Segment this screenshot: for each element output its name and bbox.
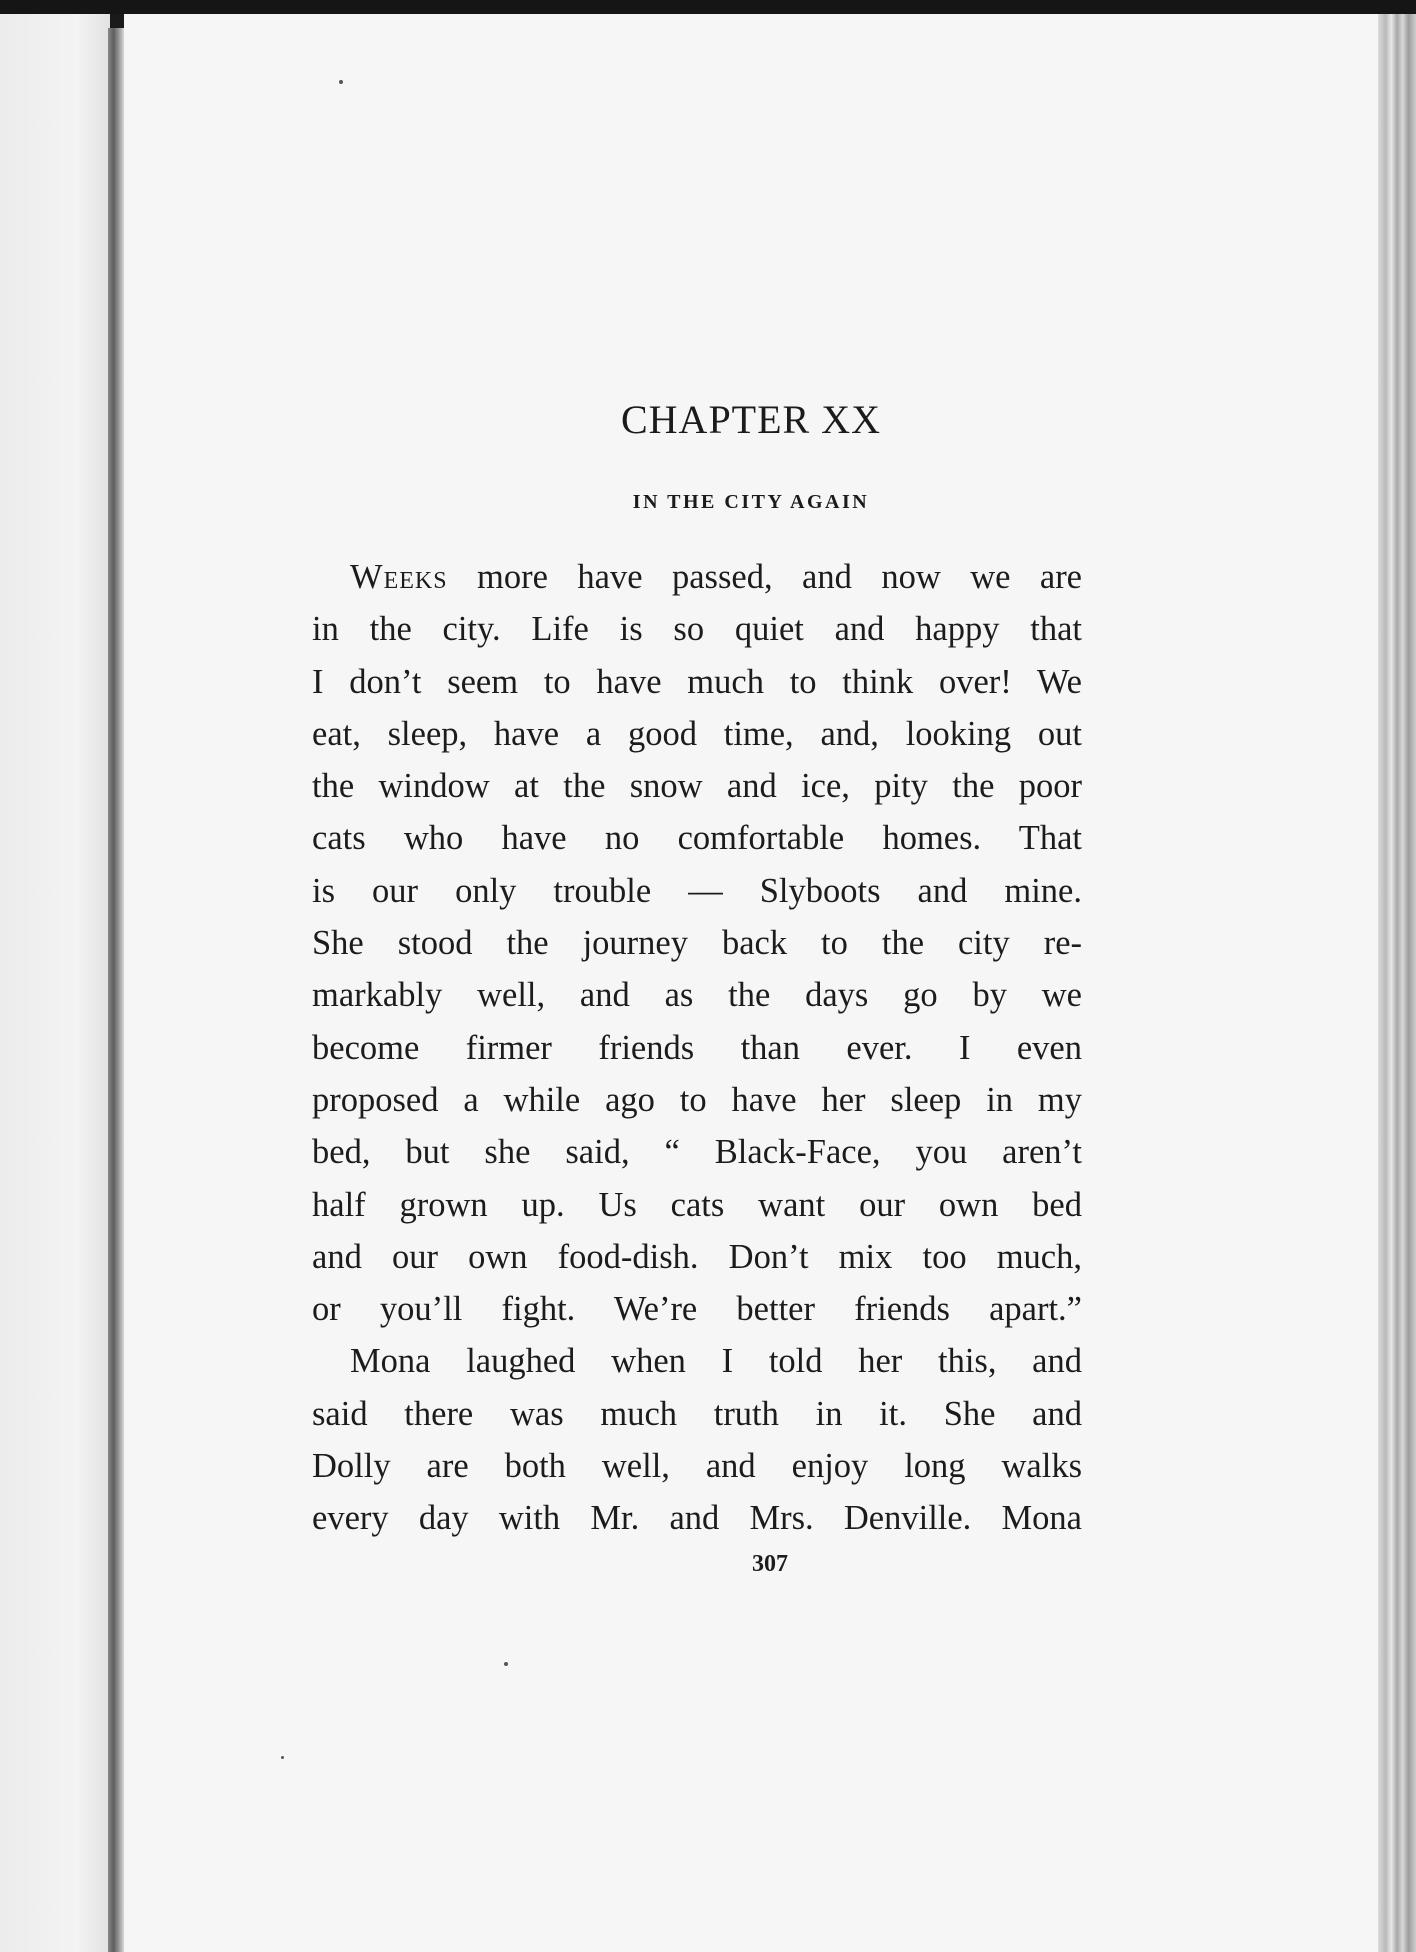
text-line: become firmer friends than ever. I even [312, 1028, 1082, 1067]
text-line: half grown up. Us cats want our own bed [312, 1185, 1082, 1224]
page-number: 307 [752, 1551, 788, 1577]
text-line: or you’ll fight. We’re better friends apart.” [312, 1290, 1082, 1329]
scan-top-edge [0, 0, 1416, 14]
text-line-rest: more have passed, and now we are [447, 558, 1082, 596]
text-line: in the city. Life is so quiet and happy that [312, 610, 1082, 649]
chapter-body [312, 551, 1082, 1545]
text-line: I don’t seem to have much to think over! We [312, 662, 1082, 701]
drop-word: Weeks [350, 558, 448, 596]
book-gutter [108, 28, 124, 1952]
text-line: markably well, and as the days go by we [312, 976, 1082, 1015]
text-line: is our only trouble — Slyboots and mine. [312, 871, 1082, 910]
chapter-title: CHAPTER XX [620, 397, 882, 442]
text-line: bed, but she said, “ Black-Face, you aren’t [312, 1133, 1082, 1172]
paper-speck [281, 1756, 284, 1759]
text-line: every day with Mr. and Mrs. Denville. Mona [312, 1499, 1082, 1538]
text-line: eat, sleep, have a good time, and, looking out [312, 714, 1082, 753]
page-stack-edge [1378, 14, 1416, 1952]
text-line: She stood the journey back to the city re- [312, 924, 1082, 963]
text-line: the window at the snow and ice, pity the poor [312, 767, 1082, 806]
facing-page-edge [0, 14, 110, 1952]
chapter-subtitle: IN THE CITY AGAIN [632, 491, 870, 513]
text-line: said there was much truth in it. She and [312, 1394, 1082, 1433]
text-line: Dolly are both well, and enjoy long walks [312, 1447, 1082, 1486]
paper-speck [339, 80, 343, 84]
text-line: and our own food-dish. Don’t mix too much, [312, 1237, 1082, 1276]
text-line: Mona laughed when I told her this, and [350, 1342, 1082, 1381]
paper-speck [504, 1662, 508, 1666]
text-line [312, 551, 1082, 603]
text-line: cats who have no comfortable homes. That [312, 819, 1082, 858]
book-page [124, 14, 1378, 1952]
text-line: proposed a while ago to have her sleep in my [312, 1080, 1082, 1119]
